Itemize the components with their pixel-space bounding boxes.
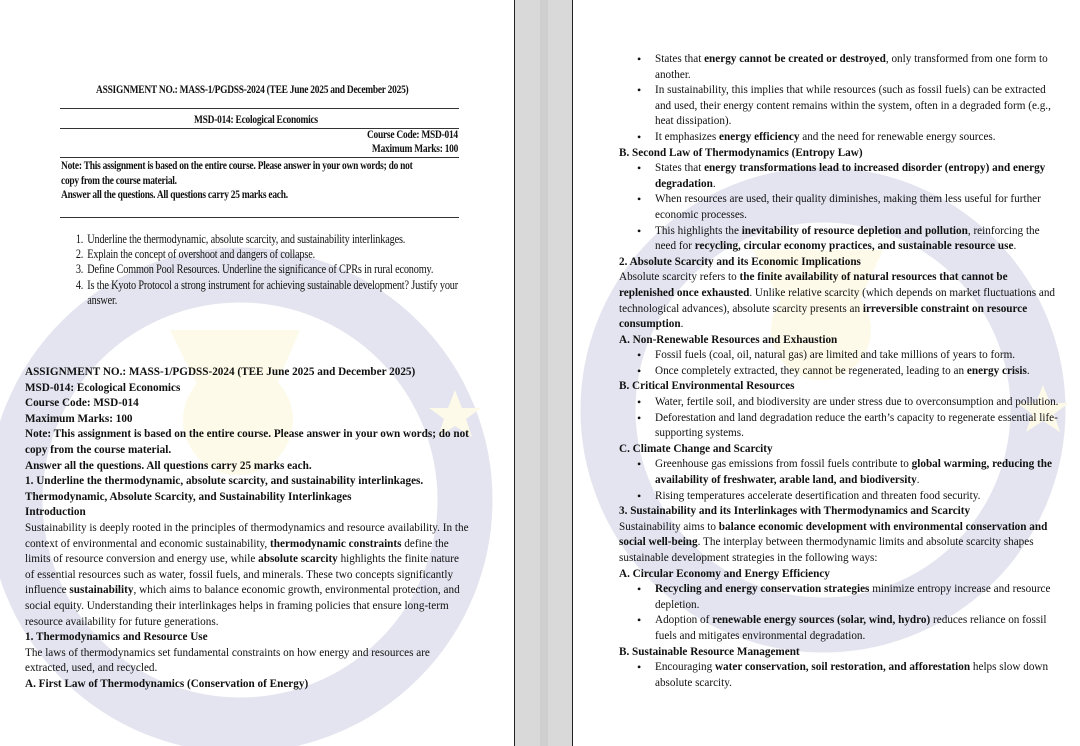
section-2-paragraph: Absolute scarcity refers to the finite availability of natural resources that cannot be replenished once exhausted. Unlike relative scarcity (which depends on market fluctuations and technological advances), absolute scarcity presents an irreversible constraint on resource consumption.	[619, 271, 1056, 331]
body-q1-title: Thermodynamic, Absolute Scarcity, and Sustainability Interlinkages	[25, 490, 352, 503]
right-body	[619, 52, 1059, 691]
question-item: 1. Underline the thermodynamic, absolute scarcity, and sustainability interlinkages.	[86, 232, 462, 247]
first-law-list	[619, 52, 1059, 146]
right-page	[573, 0, 1080, 746]
section-3-paragraph: Sustainability aims to balance economic development with environmental conservation and social well-being. The interplay between thermodynamic limits and absolute scarcity shapes sustainable development strategies in the following ways:	[619, 520, 1048, 564]
header-course-title: MSD-014: Ecological Economics	[194, 114, 318, 126]
list-item: • It emphasizes energy efficiency and the need for renewable energy sources.	[655, 130, 1059, 146]
header-note-line-1: Note: This assignment is based on the entire course. Please answer in your own words; do not	[61, 160, 413, 172]
header-note-line-3: Answer all the questions. All questions carry 25 marks each.	[61, 189, 288, 201]
question-item: 3. Define Common Pool Resources. Underline the significance of CPRs in rural economy.	[86, 262, 462, 277]
question-item: 4. Is the Kyoto Protocol a strong instrument for achieving sustainable development? Justify your answer.	[86, 278, 462, 308]
body-course-code: Course Code: MSD-014	[25, 397, 139, 410]
section-3a-heading: A. Circular Economy and Energy Efficiency	[619, 567, 830, 580]
header-assignment-line: ASSIGNMENT NO.: MASS-1/PGDSS-2024 (TEE June 2025 and December 2025)	[96, 84, 409, 96]
header-rule-4	[60, 217, 459, 218]
list-item: • Water, fertile soil, and biodiversity are under stress due to overconsumption and pollution.	[655, 395, 1059, 411]
body-course-title: MSD-014: Ecological Economics	[25, 381, 181, 394]
left-page	[0, 0, 514, 746]
section-3b-heading: B. Sustainable Resource Management	[619, 645, 800, 658]
page-gutter	[540, 0, 548, 746]
intro-heading: Introduction	[25, 506, 86, 519]
left-body	[25, 365, 470, 692]
list-item: • Deforestation and land degradation reduce the earth’s capacity to regenerate essential life-supporting systems.	[655, 411, 1059, 442]
list-item: • Encouraging water conservation, soil restoration, and afforestation helps slow down absolute scarcity.	[655, 660, 1059, 691]
left-page-border	[514, 0, 515, 746]
list-item: • Fossil fuels (coal, oil, natural gas) are limited and take millions of years to form.	[655, 348, 1059, 364]
intro-paragraph: Sustainability is deeply rooted in the principles of thermodynamics and resource availability. In the context of environmental and economic sustainability, thermodynamic constraints define the limits of resource conversion and energy use, while absolute scarcity highlights the finite nature of essential resources such as water, fossil fuels, and minerals. These two concepts significantly influence sustainability, which aims to balance economic growth, environmental protection, and social equity. Understanding their interlinkages helps in framing policies that ensure long-term resource availability for future generations.	[25, 521, 469, 628]
list-item: • Adoption of renewable energy sources (solar, wind, hydro) reduces reliance on fossil fuels and mitigates environmental degradation.	[655, 613, 1059, 644]
header-rule-1	[60, 108, 459, 109]
list-item: • Greenhouse gas emissions from fossil fuels contribute to global warming, reducing the availability of freshwater, arable land, and biodiversity.	[655, 457, 1059, 488]
body-max-marks: Maximum Marks: 100	[25, 412, 133, 425]
section-2c-heading: C. Climate Change and Scarcity	[619, 442, 773, 455]
body-answer-all: Answer all the questions. All questions carry 25 marks each.	[25, 459, 312, 472]
section-2b-list	[619, 395, 1059, 442]
questions-list	[61, 232, 461, 308]
list-item: • When resources are used, their quality diminishes, making them less useful for further economic processes.	[655, 192, 1059, 223]
section-1-paragraph: The laws of thermodynamics set fundamental constraints on how energy and resources are extracted, used, and recycled.	[25, 646, 430, 675]
list-item: • Recycling and energy conservation strategies minimize entropy increase and resource depletion.	[655, 582, 1059, 613]
header-note-line-2: copy from the course material.	[61, 175, 177, 187]
header-course-code: Course Code: MSD-014	[367, 129, 458, 141]
section-3b-list	[619, 660, 1059, 691]
section-2-heading: 2. Absolute Scarcity and its Economic Implications	[619, 255, 861, 268]
list-item: • Once completely extracted, they cannot be regenerated, leading to an energy crisis.	[655, 364, 1059, 380]
section-2a-list	[619, 348, 1059, 379]
body-assignment-line: ASSIGNMENT NO.: MASS-1/PGDSS-2024 (TEE June 2025 and December 2025)	[25, 366, 416, 378]
section-3-heading: 3. Sustainability and its Interlinkages with Thermodynamics and Scarcity	[619, 505, 971, 518]
list-item: • States that energy transformations lead to increased disorder (entropy) and energy degradation.	[655, 161, 1059, 192]
section-1a-heading: A. First Law of Thermodynamics (Conservation of Energy)	[25, 677, 309, 690]
header-rule-3	[60, 157, 459, 158]
section-2c-list	[619, 457, 1059, 504]
list-item: • This highlights the inevitability of resource depletion and pollution, reinforcing the need for recycling, circular economy practices, and sustainable resource use.	[655, 224, 1059, 255]
section-2a-heading: A. Non-Renewable Resources and Exhaustion	[619, 333, 838, 346]
section-3a-list	[619, 582, 1059, 644]
second-law-heading: B. Second Law of Thermodynamics (Entropy Law)	[619, 146, 863, 159]
section-1-heading: 1. Thermodynamics and Resource Use	[25, 631, 208, 644]
list-item: • Rising temperatures accelerate desertification and threaten food security.	[655, 489, 1059, 505]
section-2b-heading: B. Critical Environmental Resources	[619, 380, 795, 393]
list-item: • In sustainability, this implies that while resources (such as fossil fuels) can be extracted and used, their energy content remains within the system, often in a degraded form (e.g., heat dissipation).	[655, 83, 1059, 130]
question-item: 2. Explain the concept of overshoot and dangers of collapse.	[86, 247, 462, 262]
body-note: Note: This assignment is based on the entire course. Please answer in your own words; do not copy from the course material.	[25, 428, 469, 456]
second-law-list	[619, 161, 1059, 255]
header-max-marks: Maximum Marks: 100	[371, 143, 458, 155]
body-question-1: 1. Underline the thermodynamic, absolute scarcity, and sustainability interlinkages.	[25, 475, 424, 488]
list-item: • States that energy cannot be created or destroyed, only transformed from one form to another.	[655, 52, 1059, 83]
